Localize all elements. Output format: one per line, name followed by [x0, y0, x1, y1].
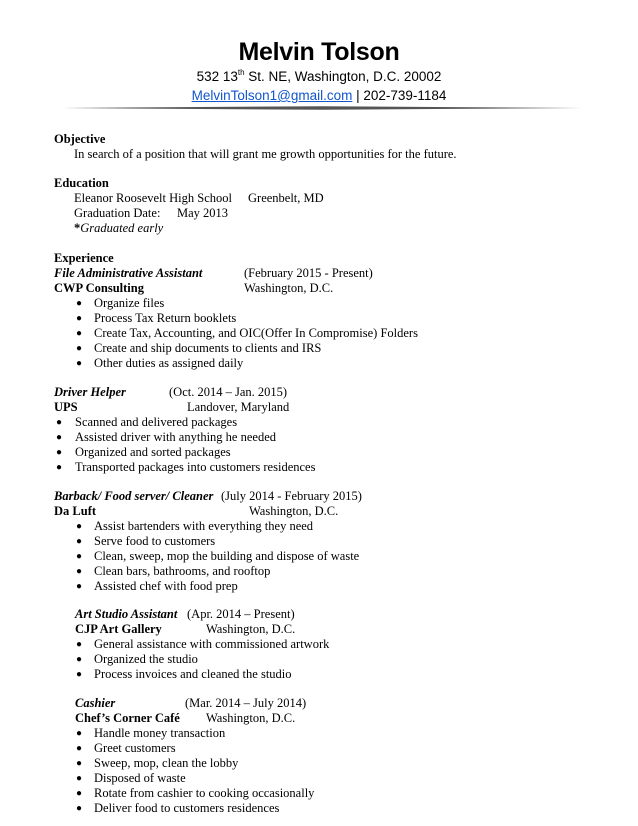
school-name: Eleanor Roosevelt High School: [74, 191, 232, 205]
school-location: Greenbelt, MD: [248, 191, 324, 205]
bullet-icon: ●: [76, 743, 83, 754]
duty-item: Clean bars, bathrooms, and rooftop: [94, 564, 271, 578]
graduation-date: May 2013: [177, 206, 229, 220]
job-employer: UPS: [54, 400, 78, 414]
bullet-icon: ●: [76, 788, 83, 799]
bullet-icon: ●: [76, 639, 83, 650]
duty-item: Deliver food to customers residences: [94, 801, 280, 815]
note-text: Graduated early: [80, 221, 164, 235]
experience-heading: Experience: [54, 251, 114, 265]
duty-item: Create Tax, Accounting, and OIC(Offer In Compromise) Folders: [94, 326, 418, 340]
job-location: Washington, D.C.: [206, 711, 296, 725]
duty-item: Process Tax Return booklets: [94, 311, 237, 325]
duty-item: Serve food to customers: [94, 534, 216, 548]
address-ordinal: th: [237, 68, 245, 77]
note-star: *: [74, 221, 81, 235]
duty-item: Assisted chef with food prep: [94, 579, 238, 593]
bullet-icon: ●: [76, 581, 83, 592]
duty-item: Other duties as assigned daily: [94, 356, 244, 370]
duty-item: General assistance with commissioned artwork: [94, 637, 330, 651]
job-employer: CWP Consulting: [54, 281, 144, 295]
graduation-note: [74, 221, 163, 236]
bullet-icon: ●: [76, 669, 83, 680]
contact-line: [0, 88, 638, 104]
bullet-icon: ●: [56, 432, 63, 443]
bullet-icon: ●: [76, 728, 83, 739]
address-line: [0, 69, 638, 85]
duty-item: Greet customers: [94, 741, 176, 755]
bullet-icon: ●: [76, 298, 83, 309]
bullet-icon: ●: [76, 654, 83, 665]
education-heading: Education: [54, 176, 109, 190]
job-dates: (February 2015 - Present): [244, 266, 373, 280]
duty-item: Sweep, mop, clean the lobby: [94, 756, 239, 770]
graduation-label-text: Graduation Date:: [74, 206, 161, 220]
bullet-icon: ●: [76, 521, 83, 532]
duty-item: Create and ship documents to clients and IRS: [94, 341, 322, 355]
job-location: Washington, D.C.: [244, 281, 334, 295]
job-title: Cashier: [75, 696, 116, 710]
bullet-icon: ●: [76, 803, 83, 814]
bullet-icon: ●: [76, 566, 83, 577]
bullet-icon: ●: [76, 758, 83, 769]
job-employer: Chef’s Corner Café: [75, 711, 180, 725]
bullet-icon: ●: [56, 462, 63, 473]
job-location: Landover, Maryland: [187, 400, 290, 414]
objective-heading: Objective: [54, 132, 106, 146]
job-title: Barback/ Food server/ Cleaner: [54, 489, 214, 503]
bullet-icon: ●: [56, 417, 63, 428]
graduation-label: [74, 206, 160, 221]
bullet-icon: ●: [76, 343, 83, 354]
job-dates: (July 2014 - February 2015): [221, 489, 362, 503]
bullet-icon: ●: [76, 773, 83, 784]
duty-item: Process invoices and cleaned the studio: [94, 667, 292, 681]
phone-number: | 202-739-1184: [352, 88, 447, 103]
duty-item: Organized and sorted packages: [75, 445, 231, 459]
job-employer: CJP Art Gallery: [75, 622, 162, 636]
duty-item: Organize files: [94, 296, 165, 310]
duty-item: Transported packages into customers residences: [75, 460, 316, 474]
duty-item: Handle money transaction: [94, 726, 226, 740]
job-location: Washington, D.C.: [249, 504, 339, 518]
email-link[interactable]: MelvinTolson1@gmail.com: [191, 88, 353, 103]
address-number: 532 13: [196, 69, 238, 84]
job-title: File Administrative Assistant: [54, 266, 203, 280]
bullet-icon: ●: [76, 536, 83, 547]
bullet-icon: ●: [76, 313, 83, 324]
bullet-icon: ●: [76, 551, 83, 562]
duty-item: Clean, sweep, mop the building and dispose of waste: [94, 549, 360, 563]
job-title: Art Studio Assistant: [75, 607, 178, 621]
duty-item: Assisted driver with anything he needed: [75, 430, 276, 444]
header-divider: [62, 105, 582, 111]
job-dates: (Mar. 2014 – July 2014): [185, 696, 307, 710]
objective-text: In search of a position that will grant me growth opportunities for the future.: [74, 147, 457, 161]
bullet-icon: ●: [76, 358, 83, 369]
duty-item: Assist bartenders with everything they need: [94, 519, 314, 533]
duty-item: Rotate from cashier to cooking occasionally: [94, 786, 315, 800]
job-title: Driver Helper: [54, 385, 126, 399]
job-location: Washington, D.C.: [206, 622, 296, 636]
job-dates: (Oct. 2014 – Jan. 2015): [169, 385, 288, 399]
duty-item: Scanned and delivered packages: [75, 415, 238, 429]
duty-item: Disposed of waste: [94, 771, 186, 785]
bullet-icon: ●: [56, 447, 63, 458]
address-rest: St. NE, Washington, D.C. 20002: [244, 69, 442, 84]
job-employer: Da Luft: [54, 504, 97, 518]
bullet-icon: ●: [76, 328, 83, 339]
job-dates: (Apr. 2014 – Present): [187, 607, 295, 621]
duty-item: Organized the studio: [94, 652, 198, 666]
resume-name: Melvin Tolson: [238, 38, 400, 66]
